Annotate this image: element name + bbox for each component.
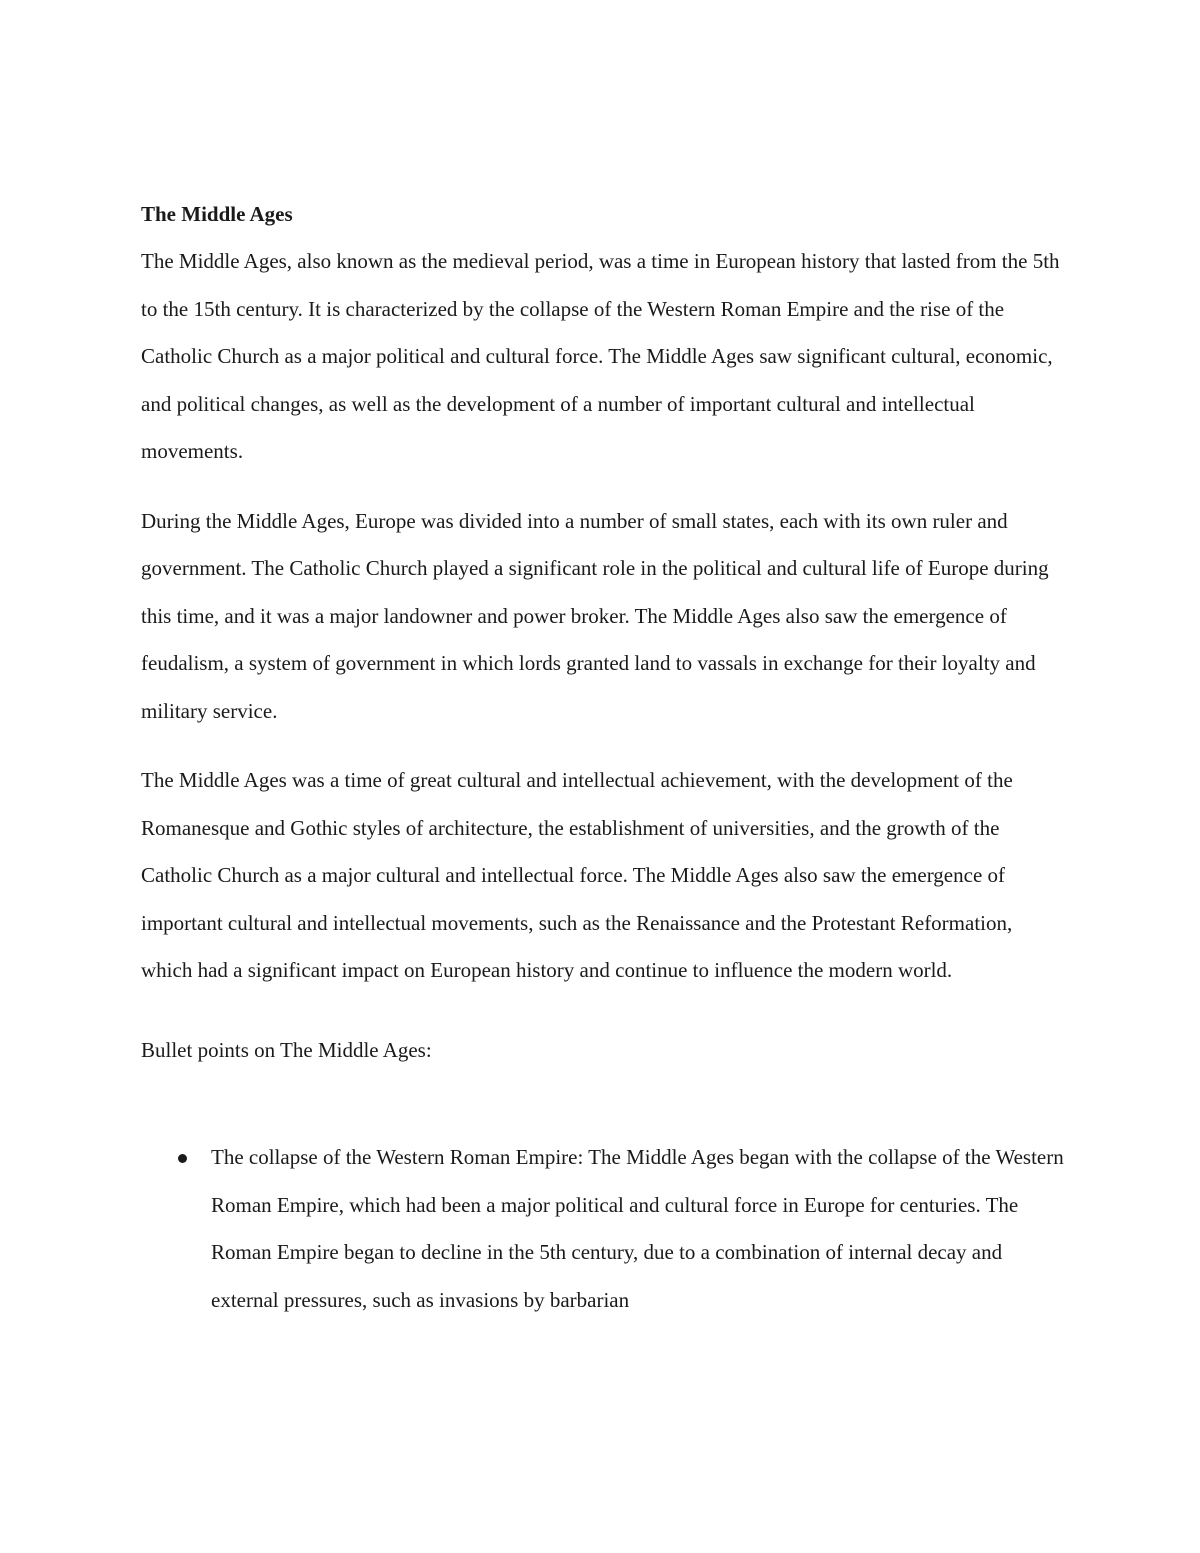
paragraph-3: The Middle Ages was a time of great cultural and intellectual achievement, with the development of the Romanesque and Gothic styles of architecture, the establishment of universities, and the growth of the Catholic Church as a major cultural and intellectual force. The Middle Ages also saw the emergence of important cultural and intellectual movements, such as the Renaissance and the Protestant Reformation, which had a significant impact on European history and continue to influence the modern world. <box>141 768 1013 982</box>
paragraph-2: During the Middle Ages, Europe was divided into a number of small states, each with its own ruler and government. The Catholic Church played a significant role in the political and cultural life of Europe during this time, and it was a major landowner and power broker. The Middle Ages also saw the emergence of feudalism, a system of government in which lords granted land to vassals in exchange for their loyalty and military service. <box>141 508 1049 723</box>
document-body <box>141 190 1066 1324</box>
bullet-list <box>141 1134 1066 1324</box>
bullet-text: The collapse of the Western Roman Empire: The Middle Ages began with the collapse of the Western Roman Empire, which had been a major political and cultural force in Europe for centuries. The Roman Empire began to decline in the 5th century, due to a combination of internal decay and external pressures, such as invasions by barbarian <box>211 1145 1064 1312</box>
paragraph-1: The Middle Ages, also known as the medieval period, was a time in European history that lasted from the 5th to the 15th century. It is characterized by the collapse of the Western Roman Empire and the rise of the Catholic Church as a major political and cultural force. The Middle Ages saw significant cultural, economic, and political changes, as well as the development of a number of important cultural and intellectual movements. <box>141 249 1060 463</box>
bullet-intro: Bullet points on The Middle Ages: <box>141 1037 432 1062</box>
bullet-dot-icon <box>178 1154 187 1163</box>
bullet-item <box>141 1134 1066 1324</box>
document-title: The Middle Ages <box>141 202 293 226</box>
